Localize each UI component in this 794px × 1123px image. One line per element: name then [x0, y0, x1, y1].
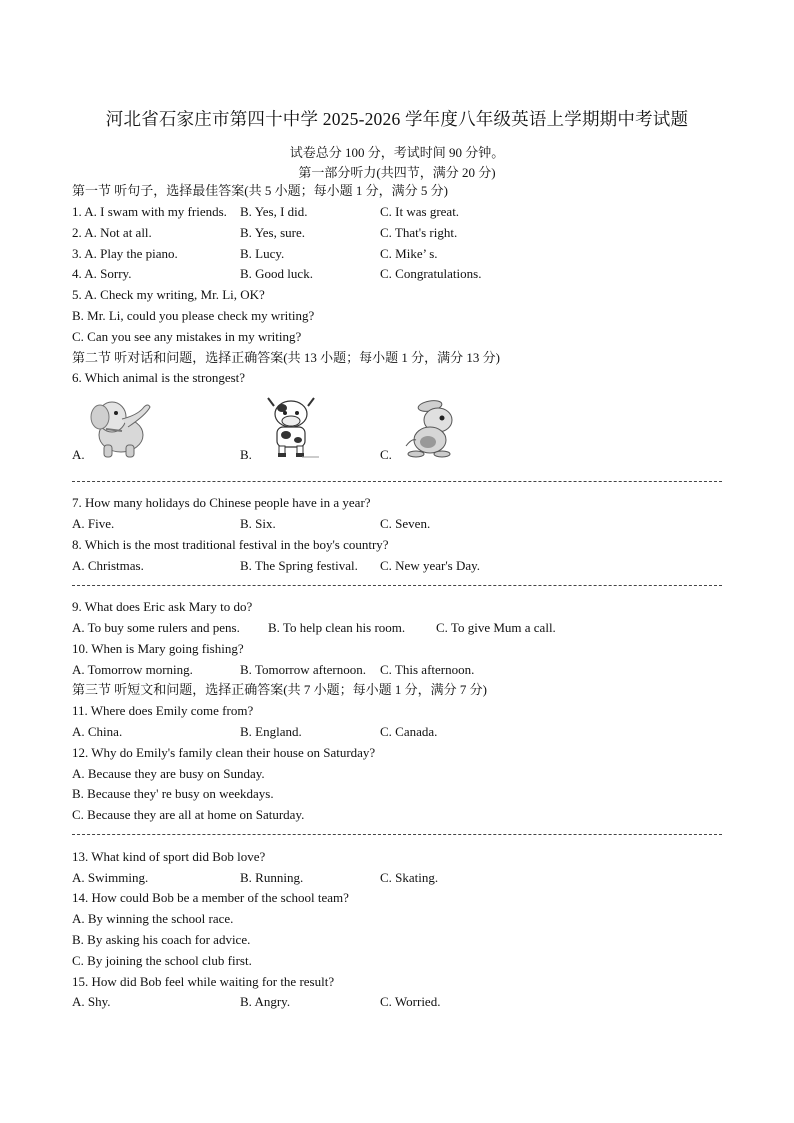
q14-option-c: C. By joining the school club first.	[72, 953, 252, 968]
q3-option-b: B. Lucy.	[240, 246, 285, 261]
q8-option-c: C. New year's Day.	[380, 558, 481, 573]
q4-option-a: 4. A. Sorry.	[72, 266, 132, 281]
q12-question: 12. Why do Emily's family clean their house on Saturday?	[72, 745, 376, 760]
part1-heading: 第一部分听力(共四节，满分 20 分)	[298, 165, 496, 180]
divider	[72, 585, 722, 586]
q14-question: 14. How could Bob be a member of the school team?	[72, 890, 349, 905]
rabbit-picture	[402, 398, 464, 460]
q10-question: 10. When is Mary going fishing?	[72, 641, 244, 656]
q5-option-a: 5. A. Check my writing, Mr. Li, OK?	[72, 287, 265, 302]
q15-option-b: B. Angry.	[240, 994, 291, 1009]
q7-option-b: B. Six.	[240, 516, 276, 531]
q9-option-b: B. To help clean his room.	[268, 620, 406, 635]
section1-heading: 第一节 听句子，选择最佳答案(共 5 小题；每小题 1 分，满分 5 分)	[72, 183, 448, 198]
q13-option-a: A. Swimming.	[72, 870, 149, 885]
q2-option-b: B. Yes, sure.	[240, 225, 306, 240]
q2-option-a: 2. A. Not at all.	[72, 225, 152, 240]
q10-option-a: A. Tomorrow morning.	[72, 662, 193, 677]
q7-question: 7. How many holidays do Chinese people have in a year?	[72, 495, 371, 510]
q8-question: 8. Which is the most traditional festival in the boy's country?	[72, 537, 389, 552]
q13-option-c: C. Skating.	[380, 870, 439, 885]
divider	[72, 834, 722, 835]
q1-option-c: C. It was great.	[380, 204, 460, 219]
q13-option-b: B. Running.	[240, 870, 304, 885]
q11-question: 11. Where does Emily come from?	[72, 703, 254, 718]
q9-question: 9. What does Eric ask Mary to do?	[72, 599, 253, 614]
exam-title: 河北省石家庄市第四十中学 2025-2026 学年度八年级英语上学期期中考试题	[105, 109, 689, 129]
q14-option-a: A. By winning the school race.	[72, 911, 234, 926]
divider	[72, 481, 722, 482]
q15-option-c: C. Worried.	[380, 994, 441, 1009]
q5-option-c: C. Can you see any mistakes in my writing?	[72, 329, 302, 344]
q11-option-c: C. Canada.	[380, 724, 438, 739]
q12-option-c: C. Because they are all at home on Saturday.	[72, 807, 305, 822]
q13-question: 13. What kind of sport did Bob love?	[72, 849, 266, 864]
q1-option-a: 1. A. I swam with my friends.	[72, 204, 227, 219]
q4-option-c: C. Congratulations.	[380, 266, 482, 281]
elephant-picture	[88, 397, 154, 459]
cow-picture	[262, 396, 320, 462]
section2-heading: 第二节 听对话和问题，选择正确答案(共 13 小题；每小题 1 分，满分 13 分)	[72, 350, 500, 365]
exam-info: 试卷总分 100 分，考试时间 90 分钟。	[289, 145, 505, 160]
section3-heading: 第三节 听短文和问题，选择正确答案(共 7 小题；每小题 1 分，满分 7 分)	[72, 682, 487, 697]
q15-option-a: A. Shy.	[72, 994, 111, 1009]
q9-option-c: C. To give Mum a call.	[436, 620, 556, 635]
q12-option-a: A. Because they are busy on Sunday.	[72, 766, 265, 781]
q7-option-a: A. Five.	[72, 516, 115, 531]
q6-question: 6. Which animal is the strongest?	[72, 370, 246, 385]
q2-option-c: C. That's right.	[380, 225, 458, 240]
q3-option-a: 3. A. Play the piano.	[72, 246, 178, 261]
q11-option-a: A. China.	[72, 724, 123, 739]
q9-option-a: A. To buy some rulers and pens.	[72, 620, 240, 635]
q3-option-c: C. Mike’ s.	[380, 246, 438, 261]
q8-option-a: A. Christmas.	[72, 558, 144, 573]
q4-option-b: B. Good luck.	[240, 266, 313, 281]
q11-option-b: B. England.	[240, 724, 302, 739]
q7-option-c: C. Seven.	[380, 516, 431, 531]
q10-option-b: B. Tomorrow afternoon.	[240, 662, 366, 677]
q6-option-a: A.	[72, 447, 85, 462]
q15-question: 15. How did Bob feel while waiting for the result?	[72, 974, 335, 989]
q14-option-b: B. By asking his coach for advice.	[72, 932, 251, 947]
q6-option-b: B.	[240, 447, 252, 462]
q5-option-b: B. Mr. Li, could you please check my writing?	[72, 308, 315, 323]
q6-option-c: C.	[380, 447, 392, 462]
q8-option-b: B. The Spring festival.	[240, 558, 358, 573]
q12-option-b: B. Because they' re busy on weekdays.	[72, 786, 274, 801]
q1-option-b: B. Yes, I did.	[240, 204, 308, 219]
q10-option-c: C. This afternoon.	[380, 662, 475, 677]
